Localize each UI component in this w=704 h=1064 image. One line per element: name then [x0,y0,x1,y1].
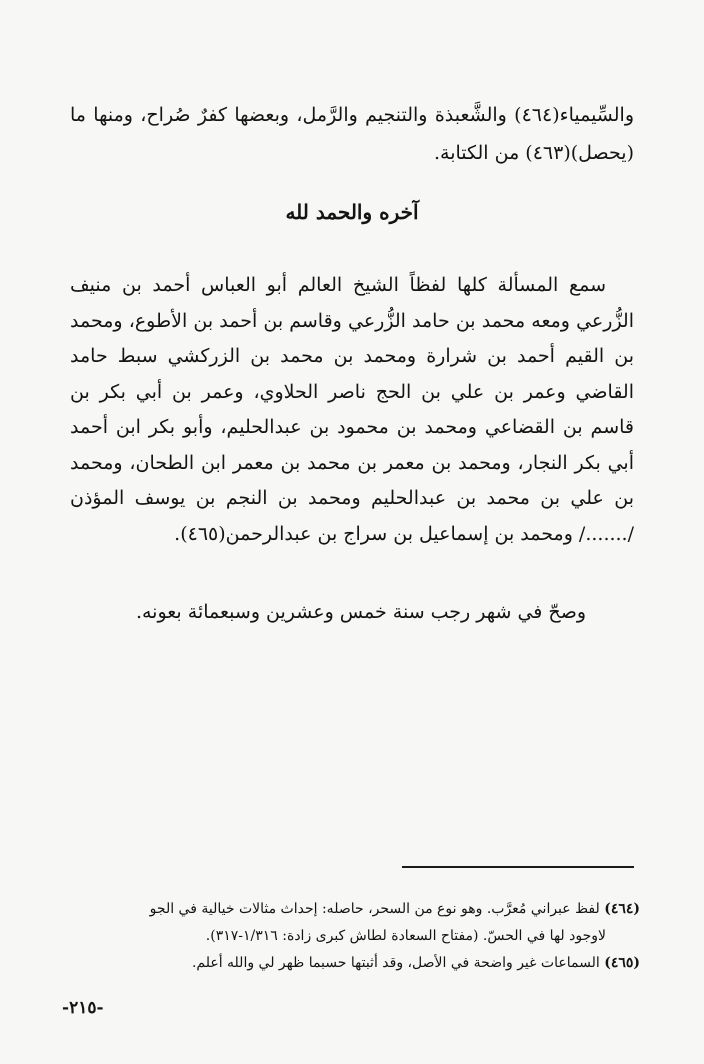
sama-text: سمع المسألة كلها لفظاً الشيخ العالم أبو العباس أحمد بن منيف الزُّرعي ومعه محمد بن حامد الزُّرعي وقاسم بن أحمد بن الأطوع، ومحمد بن القيم أحمد بن شرارة ومحمد بن محمد بن الزركشي سبط حامد القاضي وعمر بن علي بن الحج ناصر الحلاوي، وعمر بن أبي بكر بن قاسم بن القضاعي ومحمد بن محمود بن عبدالحليم، وأبو بكر ابن أحمد أبي بكر النجار، ومحمد بن معمر بن محمد بن معمر ابن الطحان، ومحمد بن علي بن محمد بن عبدالحليم ومحمد بن النجم بن يوسف المؤذن /......./ ومحمد بن إسماعيل بن سراج بن عبدالرحمن(٤٦٥). [70,274,634,545]
footnote-464 [64,896,640,950]
footnote-number: (٤٦٤) [604,901,640,917]
colophon-text: وصحّ في شهر رجب سنة خمس وعشرين وسبعمائة بعونه. [135,601,586,623]
intro-text: والسِّيمياء(٤٦٤) والشَّعبذة والتنجيم والرَّمل، وبعضها كفرٌ صُراح، ومنها ما (يحصل)(٤٦٣) من الكتابة. [70,104,634,164]
footnote-text: السماعات غير واضحة في الأصل، وقد أثبتها حسبما ظهر لي والله أعلم. [191,955,600,971]
footnote-separator [402,866,634,868]
section-heading: آخره والحمد لله [285,200,419,224]
footnotes [64,896,640,977]
footnote-465 [64,950,640,977]
page-number: -٢١٥- [62,998,104,1018]
intro-paragraph [70,96,634,172]
sama-paragraph [70,268,634,552]
footnote-continuation: لاوجود لها في الحسّ. (مفتاح السعادة لطاش كبرى زادة: ١/٣١٦-٣١٧). [205,928,606,944]
footnote-text: لفظ عبراني مُعرَّب. وهو نوع من السحر، حاصله: إحداث مثالات خيالية في الجو [149,901,600,917]
footnote-number: (٤٦٥) [604,955,640,971]
colophon-paragraph [70,594,634,630]
